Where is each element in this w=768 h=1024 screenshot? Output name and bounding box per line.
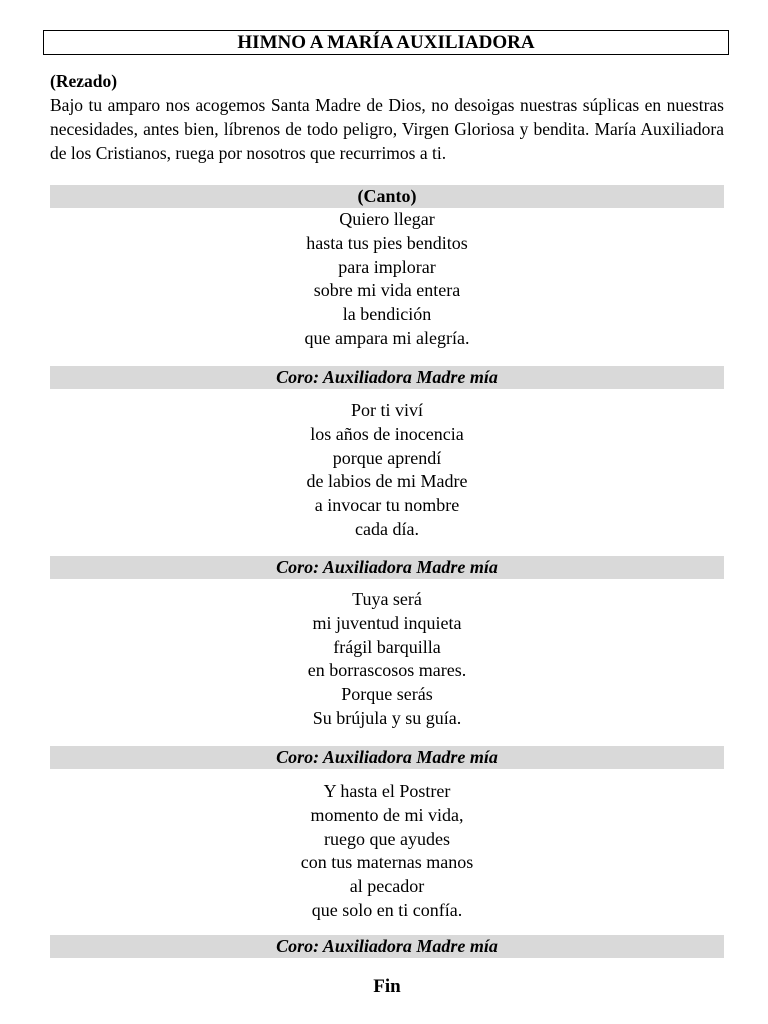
stanza-line: a invocar tu nombre: [314, 495, 460, 516]
stanza-line: Y hasta el Postrer: [323, 781, 451, 801]
stanza-line: que ampara mi alegría.: [304, 327, 470, 348]
stanza-line: porque aprendí: [332, 447, 442, 468]
stanza-2: [50, 399, 724, 542]
stanza-line: momento de mi vida,: [310, 804, 464, 825]
stanza-3: [50, 588, 724, 731]
stanza-line: en borrascosos mares.: [307, 660, 467, 681]
coro-band: Coro: Auxiliadora Madre mía: [50, 366, 724, 389]
stanza-line: Por ti viví: [350, 400, 423, 420]
stanza-line: mi juventud inquieta: [312, 612, 462, 633]
stanza-line: hasta tus pies benditos: [306, 232, 468, 253]
rezado-label: (Rezado): [50, 71, 118, 91]
stanza-line: la bendición: [342, 304, 432, 325]
stanza-line: Porque serás: [341, 684, 433, 705]
coro-band: Coro: Auxiliadora Madre mía: [50, 556, 724, 579]
stanza-line: Tuya será: [352, 589, 422, 609]
stanza-4: [50, 780, 724, 923]
stanza-line: de labios de mi Madre: [306, 471, 468, 492]
stanza-line: al pecador: [349, 876, 425, 897]
stanza-1: [50, 208, 724, 351]
canto-heading: (Canto): [50, 185, 724, 208]
stanza-line: sobre mi vida entera: [313, 280, 461, 301]
stanza-line: los años de inocencia: [310, 423, 464, 444]
stanza-line: ruego que ayudes: [324, 828, 450, 849]
stanza-line: con tus maternas manos: [300, 852, 474, 873]
coro-band: Coro: Auxiliadora Madre mía: [50, 746, 724, 769]
fin-label: Fin: [373, 976, 401, 997]
rezado-paragraph: Bajo tu amparo nos acogemos Santa Madre de Dios, no desoigas nuestras súplicas en nuestras necesidades, antes bien, líbrenos de todo peligro, Virgen Gloriosa y bendita. María Auxiliadora de los Cristianos, ruega por nosotros que recurrimos a ti.: [50, 95, 724, 163]
stanza-line: cada día.: [355, 518, 419, 539]
stanza-line: Su brújula y su guía.: [312, 707, 462, 728]
stanza-line: Quiero llegar: [339, 209, 435, 229]
page-title: HIMNO A MARÍA AUXILIADORA: [43, 30, 729, 55]
stanza-line: para implorar: [338, 256, 436, 277]
stanza-line: que solo en ti confía.: [311, 899, 463, 920]
coro-band: Coro: Auxiliadora Madre mía: [50, 935, 724, 958]
stanza-line: frágil barquilla: [333, 636, 441, 657]
